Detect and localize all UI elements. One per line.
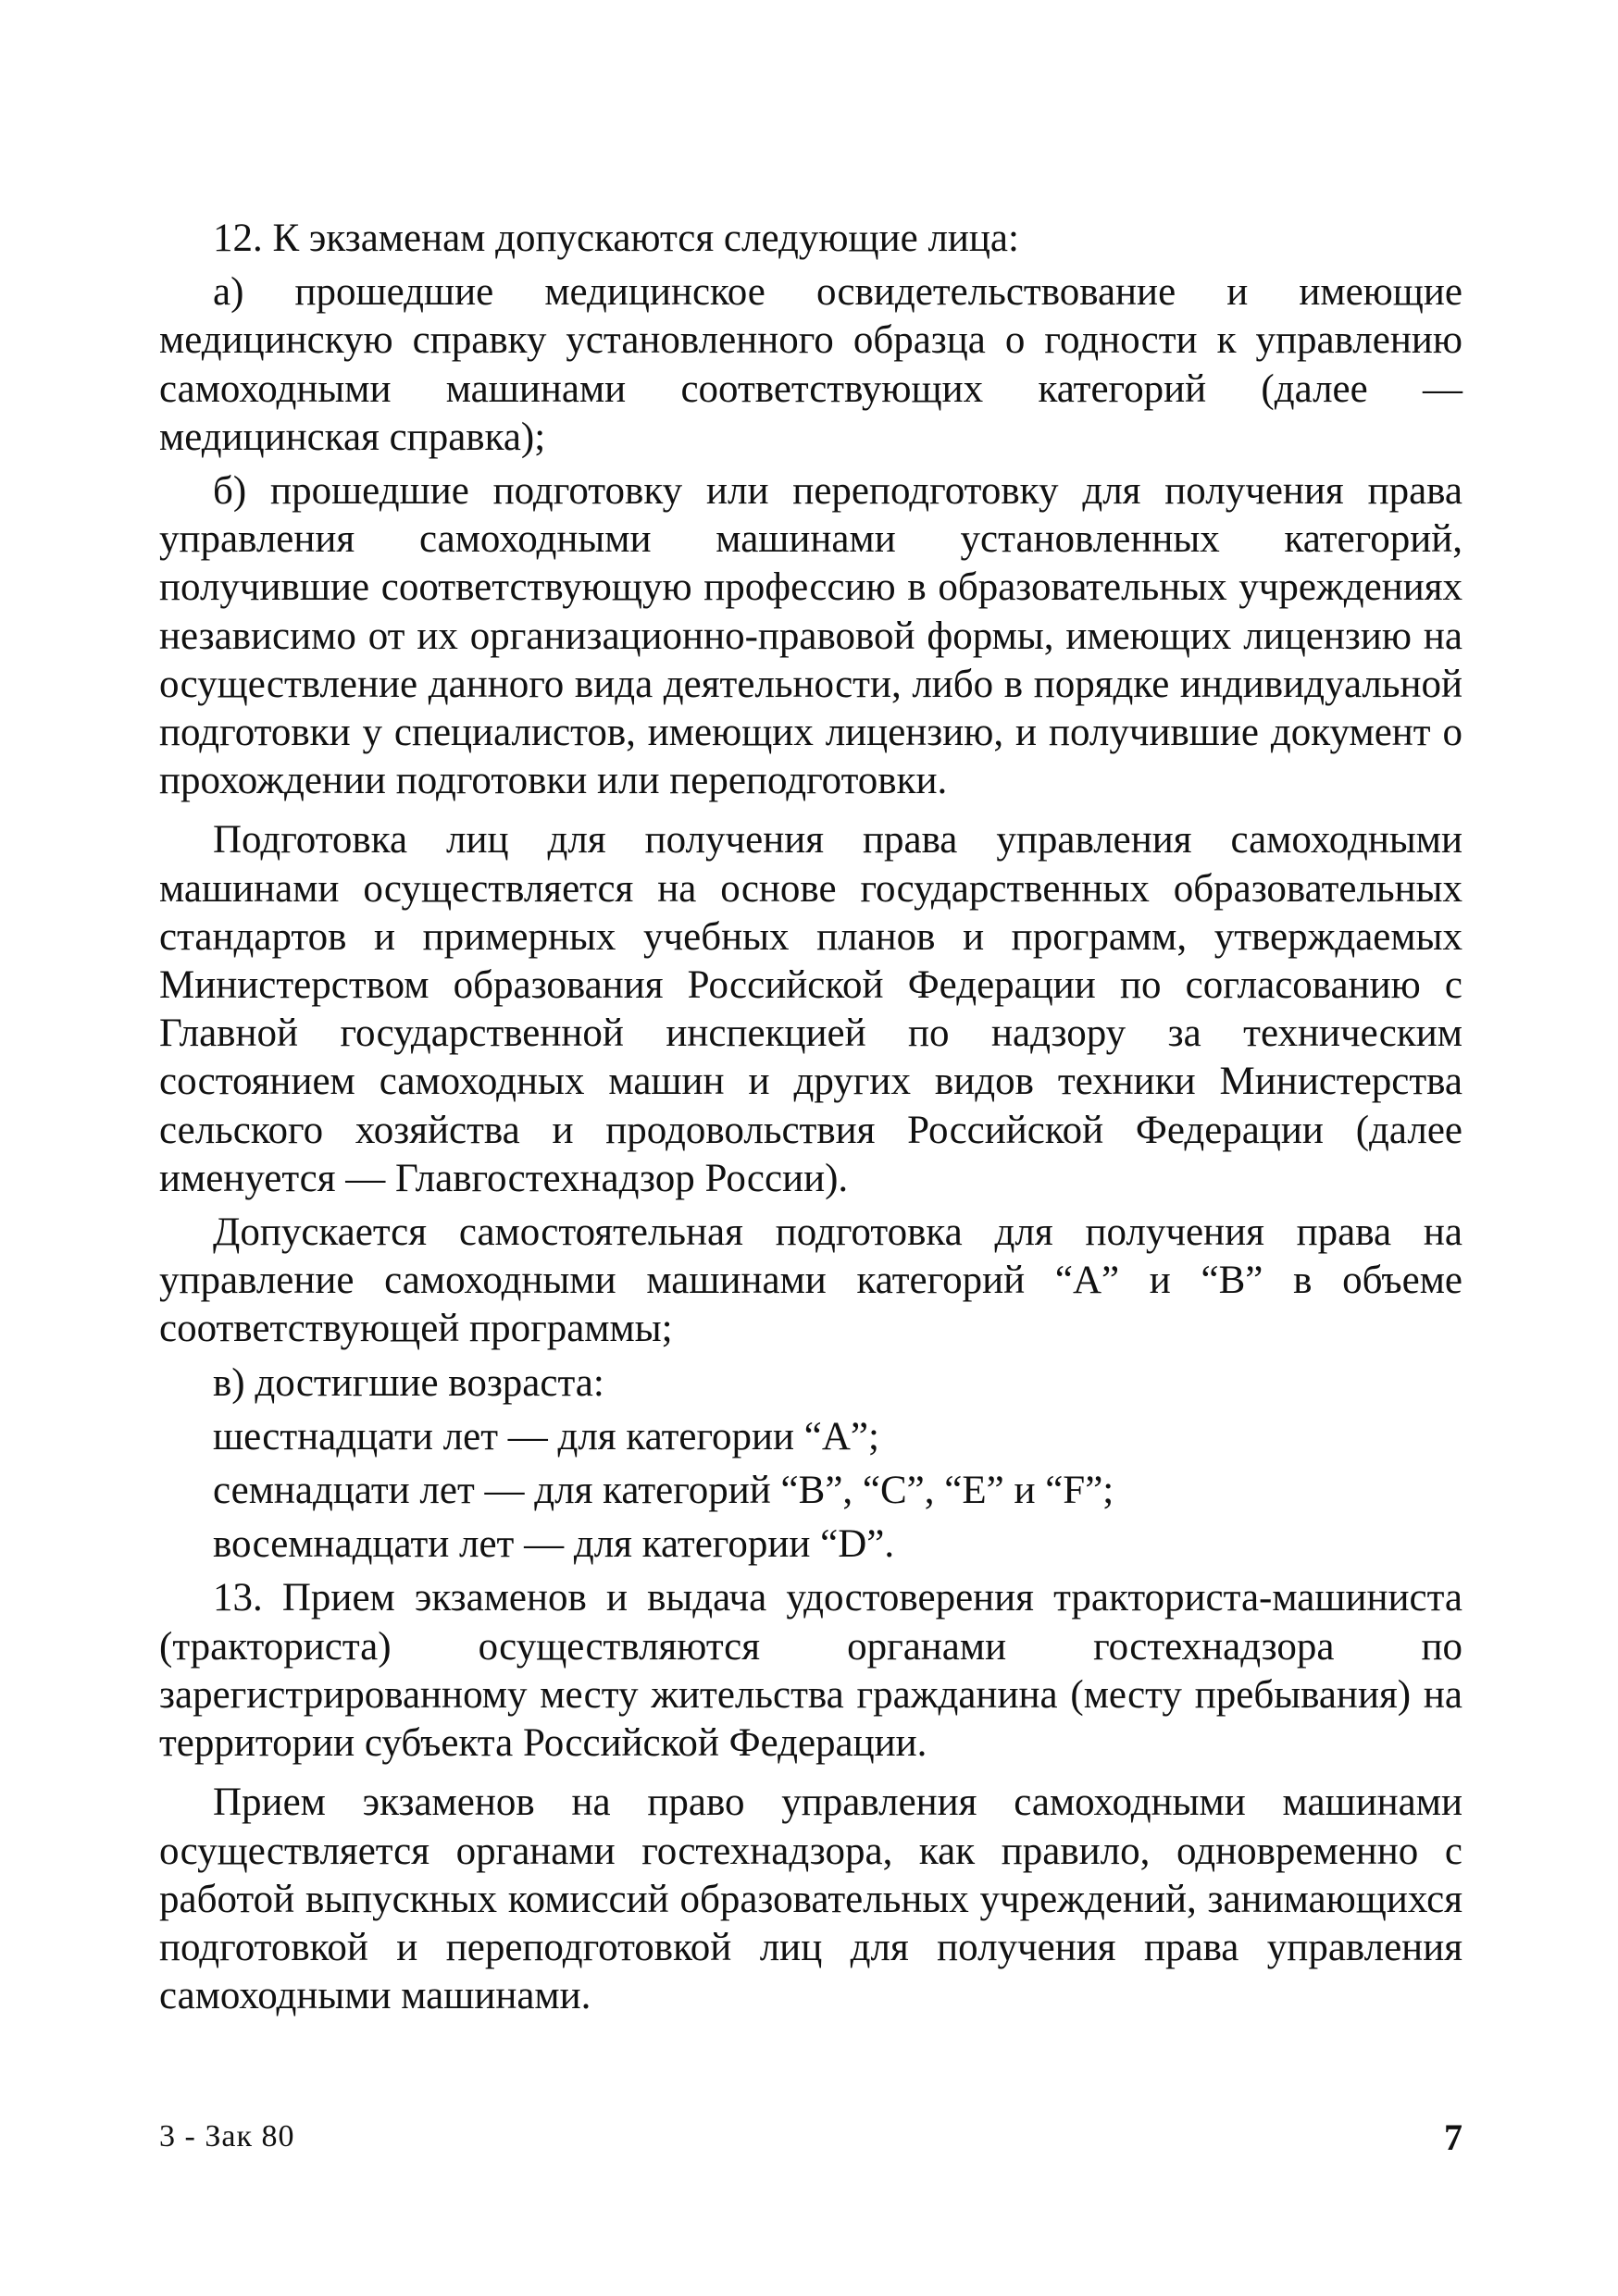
paragraph-age-16: шестнадцати лет — для категории “A”; bbox=[213, 1414, 879, 1458]
paragraph-exam-reception: Прием экзаменов на право управления самоходными машинами осуществляется органами гостехнадзора, как правило, одновременно с работой выпускных комиссий образовательных учреждений, занимающихся подготовкой и переподготовкой лиц для получения права управления самоходными машинами. bbox=[159, 1781, 1462, 2018]
paragraph-training: Подготовка лиц для получения права управления самоходными машинами осуществляется на основе государственных образовательных стандартов и примерных учебных планов и программ, утверждаемых Министерством образования Российской Федерации по согласованию с Главной государственной инспекцией по надзору за техническим состоянием самоходных машин и других видов техники Министерства сельского хозяйства и продовольствия Российской Федерации (далее именуется — Главгостехнадзор России). bbox=[159, 818, 1462, 1200]
page-number: 7 bbox=[1444, 2116, 1462, 2158]
page-footer bbox=[159, 2116, 1462, 2166]
paragraph-self-training: Допускается самостоятельная подготовка для получения права на управление самоходными машинами категорий “A” и “B” в объеме соответствующей программы; bbox=[159, 1210, 1462, 1351]
body-text bbox=[159, 215, 1462, 2020]
paragraph-subitem-a: а) прошедшие медицинское освидетельствование и имеющие медицинскую справку установленного образца о годности к управлению самоходными машинами соответствующих категорий (далее — медицинская справка); bbox=[159, 270, 1462, 459]
paragraph-item-12: 12. К экзаменам допускаются следующие лица: bbox=[213, 217, 1019, 260]
paragraph-subitem-b: б) прошедшие подготовку или переподготовку для получения права управления самоходными машинами установленных категорий, получившие соответствующую профессию в образовательных учреждениях независимо от их организационно-правовой формы, имеющих лицензию на осуществление данного вида деятельности, либо в порядке индивидуальной подготовки у специалистов, имеющих лицензию, и получившие документ о прохождении подготовки или переподготовки. bbox=[159, 469, 1462, 803]
paragraph-subitem-v: в) достигшие возраста: bbox=[213, 1360, 604, 1405]
paragraph-age-18: восемнадцати лет — для категории “D”. bbox=[213, 1522, 895, 1567]
print-order-code: 3 - Зак 80 bbox=[159, 2119, 295, 2153]
paragraph-item-13: 13. Прием экзаменов и выдача удостоверения тракториста-машиниста (тракториста) осуществляются органами гостехнадзора по зарегистрированному месту жительства гражданина (месту пребывания) на территории субъекта Российской Федерации. bbox=[159, 1576, 1462, 1766]
paragraph-age-17: семнадцати лет — для категорий “B”, “C”, “E” и “F”; bbox=[213, 1469, 1114, 1513]
